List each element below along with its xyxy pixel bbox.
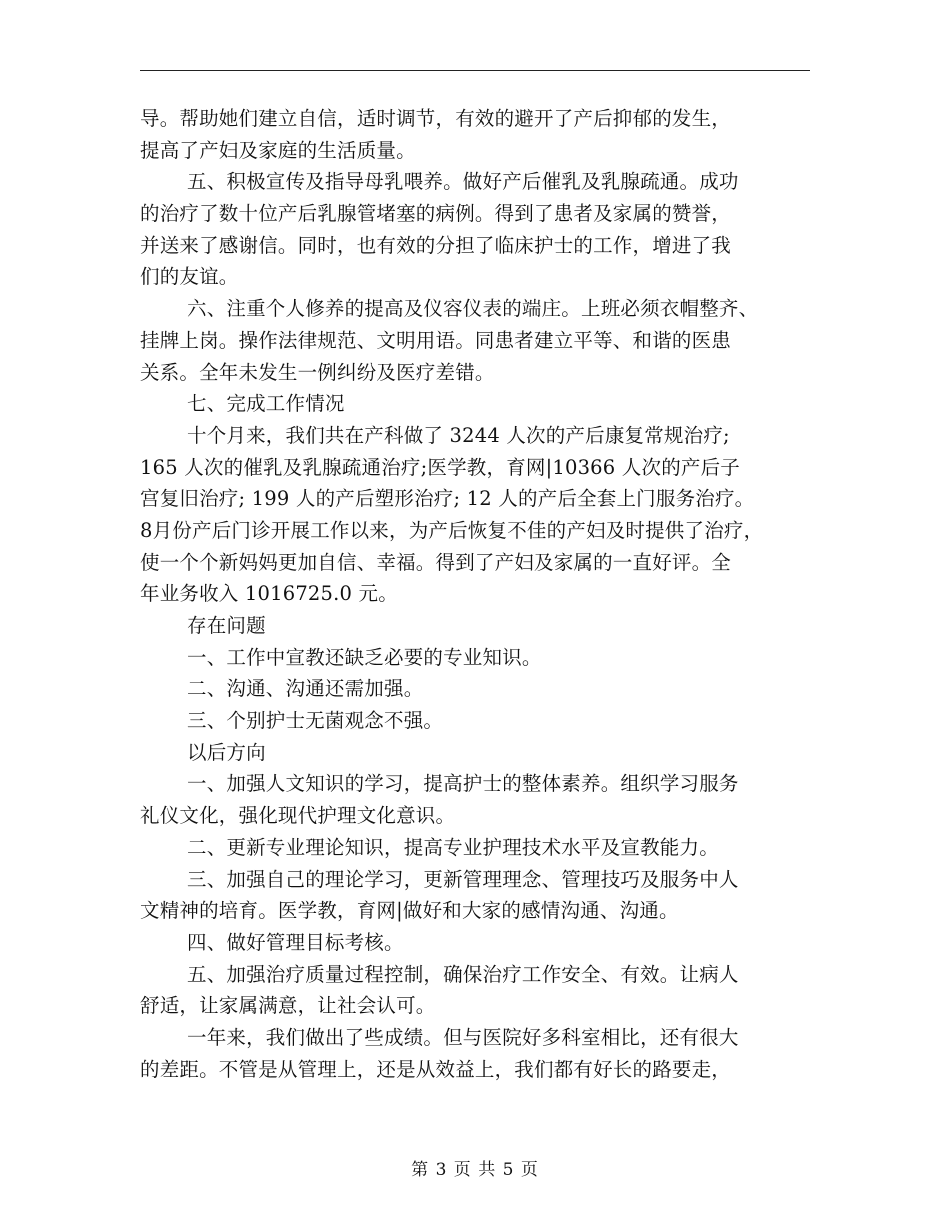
text-line: 文精神的培育。医学教，育网|做好和大家的感情沟通、沟通。	[140, 899, 679, 923]
text-line: 8月份产后门诊开展工作以来，为产后恢复不佳的产妇及时提供了治疗，	[140, 518, 764, 542]
text-line: 挂牌上岗。操作法律规范、文明用语。同患者建立平等、和谐的医患	[140, 328, 732, 352]
text-line: 一、工作中宣教还缺乏必要的专业知识。	[187, 645, 542, 669]
text-line: 四、做好管理目标考核。	[187, 930, 404, 954]
header-rule	[140, 70, 810, 71]
text-line: 存在问题	[187, 614, 266, 637]
text-line: 礼仪文化，强化现代护理文化意识。	[140, 804, 456, 828]
text-line: 的治疗了数十位产后乳腺管堵塞的病例。得到了患者及家属的赞誉，	[140, 202, 732, 226]
text-line: 五、加强治疗质量过程控制，确保治疗工作安全、有效。让病人	[187, 962, 739, 986]
text-line: 的差距。不管是从管理上，还是从效益上，我们都有好长的路要走，	[140, 1057, 732, 1081]
text-line: 165 人次的催乳及乳腺疏通治疗;医学教，育网|10366 人次的产后子	[140, 455, 740, 479]
text-line: 使一个个新妈妈更加自信、幸福。得到了产妇及家属的一直好评。全	[140, 550, 732, 574]
text-line: 导。帮助她们建立自信，适时调节，有效的避开了产后抑郁的发生，	[140, 107, 732, 130]
text-line: 十个月来，我们共在产科做了 3244 人次的产后康复常规治疗;	[187, 423, 730, 447]
text-line: 三、加强自己的理论学习，更新管理理念、管理技巧及服务中人	[187, 867, 739, 891]
text-line: 五、积极宣传及指导母乳喂养。做好产后催乳及乳腺疏通。成功	[187, 170, 739, 194]
text-line: 一、加强人文知识的学习，提高护士的整体素养。组织学习服务	[187, 772, 739, 796]
text-line: 三、个别护士无菌观念不强。	[187, 709, 444, 733]
text-line: 以后方向	[187, 740, 266, 764]
text-line: 宫复旧治疗; 199 人的产后塑形治疗; 12 人的产后全套上门服务治疗。	[140, 487, 755, 511]
text-line: 年业务收入 1016725.0 元。	[140, 582, 398, 606]
text-line: 关系。全年未发生一例纠纷及医疗差错。	[140, 360, 495, 384]
text-line: 舒适，让家属满意，让社会认可。	[140, 994, 436, 1018]
text-line: 并送来了感谢信。同时，也有效的分担了临床护士的工作，增进了我	[140, 233, 732, 257]
document-body	[140, 103, 820, 1085]
page-footer: 第 3 页 共 5 页	[411, 1160, 539, 1180]
text-line: 提高了产妇及家庭的生活质量。	[140, 138, 416, 162]
text-line: 六、注重个人修养的提高及仪容仪表的端庄。上班必须衣帽整齐、	[187, 297, 759, 321]
text-line: 七、完成工作情况	[187, 392, 345, 416]
text-line: 二、更新专业理论知识，提高专业护理技术水平及宣教能力。	[187, 835, 719, 859]
text-line: 们的友谊。	[140, 265, 239, 289]
text-line: 一年来，我们做出了些成绩。但与医院好多科室相比，还有很大	[187, 1025, 739, 1049]
text-line: 二、沟通、沟通还需加强。	[187, 677, 424, 701]
